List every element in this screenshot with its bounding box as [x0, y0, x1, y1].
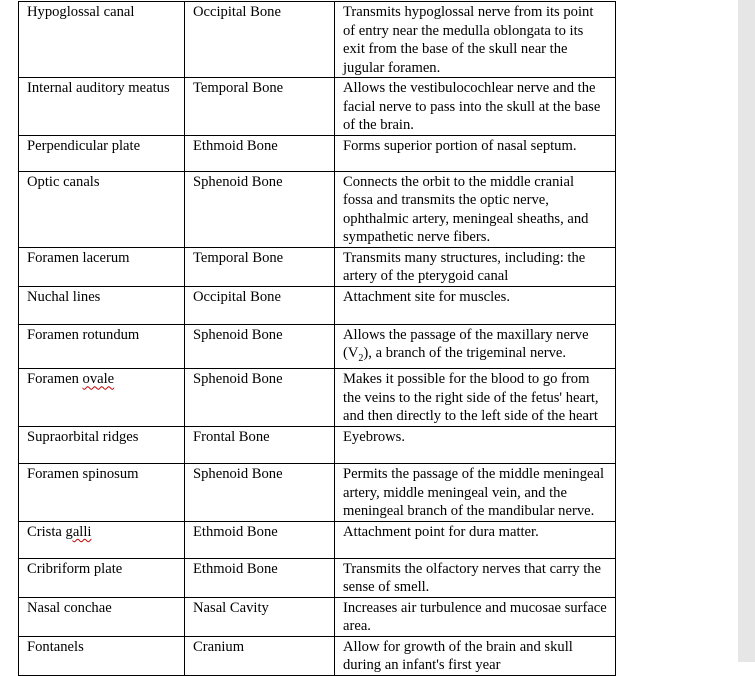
- function-cell: Attachment site for muscles.: [335, 286, 616, 324]
- function-cell: Transmits hypoglossal nerve from its point of entry near the medulla oblongata to its exit from the base of the skull near the jugular foramen.: [335, 2, 616, 78]
- table-row: [19, 135, 616, 171]
- structure-cell: Optic canals: [19, 171, 185, 247]
- structure-cell: Internal auditory meatus: [19, 78, 185, 136]
- structure-cell: [19, 369, 185, 427]
- vertical-scrollbar[interactable]: [738, 0, 755, 662]
- structure-cell: Foramen spinosum: [19, 464, 185, 522]
- bone-cell: Temporal Bone: [185, 247, 335, 286]
- table-row: [19, 464, 616, 522]
- bone-cell: Ethmoid Bone: [185, 521, 335, 558]
- function-cell: Increases air turbulence and mucosae surface area.: [335, 597, 616, 636]
- table-row: [19, 369, 616, 427]
- function-cell: Permits the passage of the middle meningeal artery, middle meningeal vein, and the meningeal branch of the mandibular nerve.: [335, 464, 616, 522]
- function-cell: Allows the passage of the maxillary nerve $(V_2)$, a branch of the trigeminal nerve.: [335, 324, 616, 369]
- table-row: [19, 427, 616, 464]
- function-cell: Eyebrows.: [335, 427, 616, 464]
- structure-cell: Fontanels: [19, 636, 185, 675]
- bone-cell: Ethmoid Bone: [185, 135, 335, 171]
- table-row: [19, 247, 616, 286]
- bone-cell: Sphenoid Bone: [185, 369, 335, 427]
- table-row: [19, 286, 616, 324]
- bone-cell: Sphenoid Bone: [185, 464, 335, 522]
- structure-cell: Nuchal lines: [19, 286, 185, 324]
- skull-structures-table: [18, 1, 616, 676]
- table-row: [19, 558, 616, 597]
- function-cell: Connects the orbit to the middle cranial fossa and transmits the optic nerve, ophthalmic artery, meningeal sheaths, and sympathetic nerve fibers.: [335, 171, 616, 247]
- structure-cell: Supraorbital ridges: [19, 427, 185, 464]
- structure-text: Foramen ovale: [27, 371, 115, 388]
- function-cell: Attachment point for dura matter.: [335, 521, 616, 558]
- structure-cell: Foramen rotundum: [19, 324, 185, 369]
- function-cell: Forms superior portion of nasal septum.: [335, 135, 616, 171]
- structure-cell: Hypoglossal canal: [19, 2, 185, 78]
- bone-cell: Nasal Cavity: [185, 597, 335, 636]
- table-row: [19, 2, 616, 78]
- bone-cell: Frontal Bone: [185, 427, 335, 464]
- structure-cell: Cribriform plate: [19, 558, 185, 597]
- function-cell: Allow for growth of the brain and skull during an infant's first year: [335, 636, 616, 675]
- bone-cell: Cranium: [185, 636, 335, 675]
- function-cell: Transmits many structures, including: the artery of the pterygoid canal: [335, 247, 616, 286]
- bone-cell: Sphenoid Bone: [185, 324, 335, 369]
- table-row: [19, 171, 616, 247]
- function-cell: Makes it possible for the blood to go from the veins to the right side of the fetus' heart, and then directly to the left side of the heart: [335, 369, 616, 427]
- structure-cell: Nasal conchae: [19, 597, 185, 636]
- table-row: [19, 597, 616, 636]
- table-row: [19, 78, 616, 136]
- table-row: [19, 324, 616, 369]
- structure-cell: Foramen lacerum: [19, 247, 185, 286]
- structure-cell: Crista galli: [19, 521, 185, 558]
- bone-cell: Occipital Bone: [185, 2, 335, 78]
- bone-cell: Sphenoid Bone: [185, 171, 335, 247]
- table-row: [19, 521, 616, 558]
- function-cell: Transmits the olfactory nerves that carry the sense of smell.: [335, 558, 616, 597]
- bone-cell: Ethmoid Bone: [185, 558, 335, 597]
- bone-cell: Temporal Bone: [185, 78, 335, 136]
- bone-cell: Occipital Bone: [185, 286, 335, 324]
- structure-cell: Perpendicular plate: [19, 135, 185, 171]
- function-cell: Allows the vestibulocochlear nerve and the facial nerve to pass into the skull at the base of the brain.: [335, 78, 616, 136]
- table-row: [19, 636, 616, 675]
